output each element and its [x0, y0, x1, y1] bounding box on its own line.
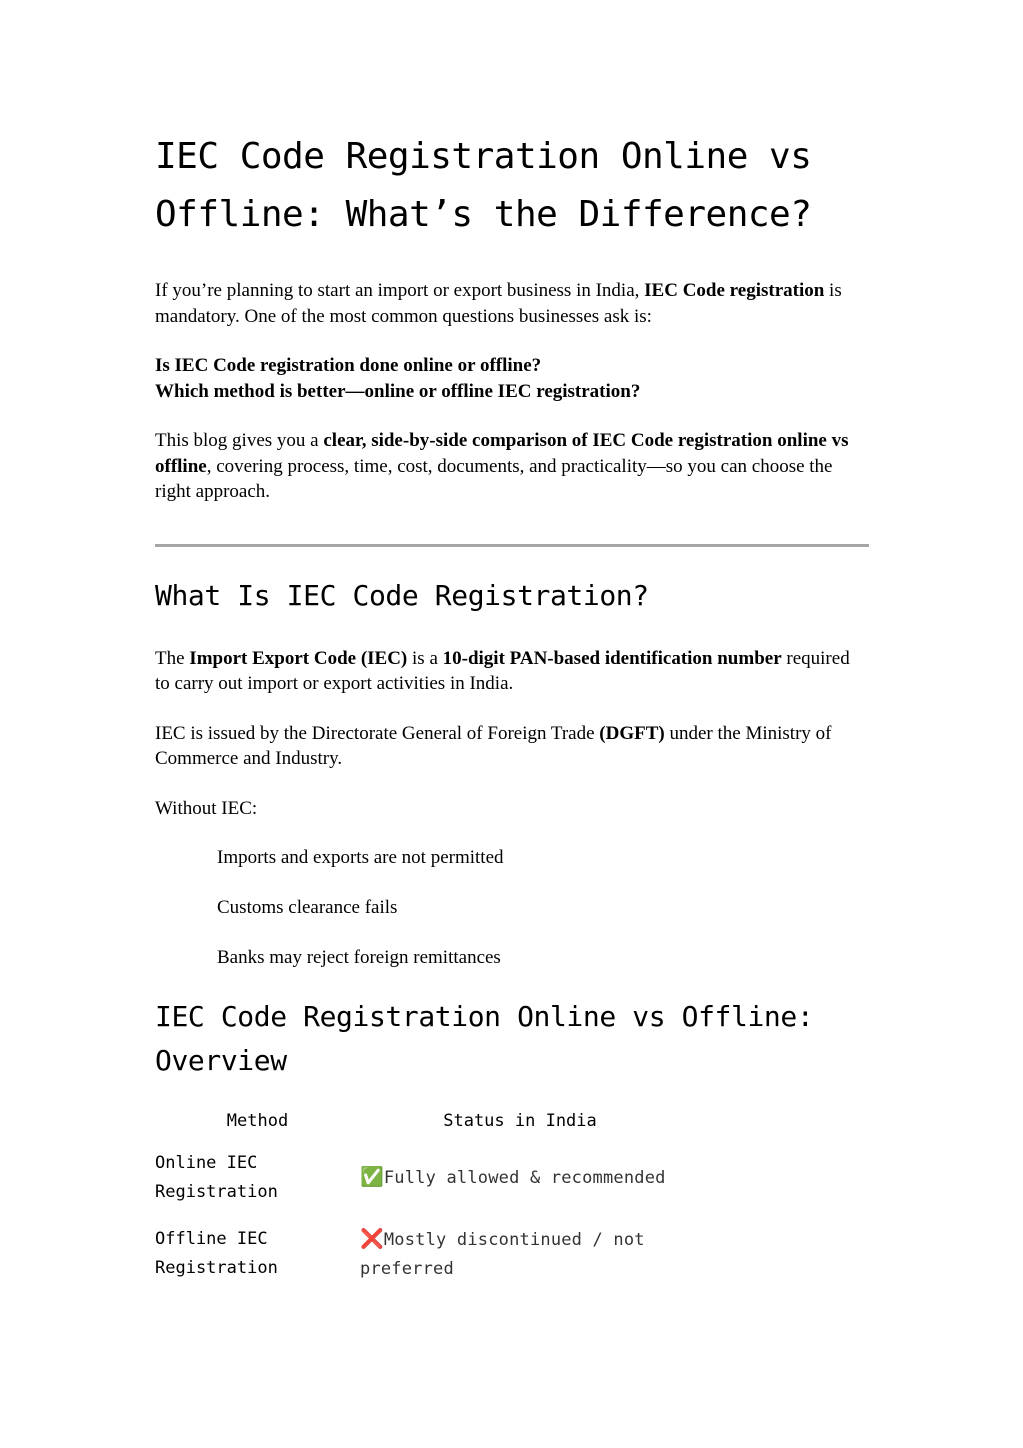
status-cell [360, 1225, 680, 1302]
issued-bold-dgft: (DGFT) [599, 722, 665, 744]
status-text: Mostly discontinued / not preferred [360, 1229, 645, 1279]
check-mark-icon: ✅ [360, 1165, 384, 1188]
overview-table [155, 1109, 680, 1302]
section-heading-what-is-iec: What Is IEC Code Registration? [155, 578, 649, 612]
iec-definition-paragraph [155, 646, 869, 697]
issued-text-2: under the Ministry of Commerce and Industry. [155, 722, 832, 769]
blog-paragraph [155, 428, 869, 505]
page-title: IEC Code Registration Online vs Offline: What’s the Difference? [155, 136, 812, 235]
status-cell [360, 1149, 680, 1225]
document-page [155, 128, 869, 1302]
blog-bold-comparison: clear, side-by-side comparison of IEC Code registration online vs offline [155, 430, 849, 477]
intro-paragraph [155, 278, 869, 329]
def-text-1: The [155, 647, 190, 669]
list-item: Customs clearance fails [217, 897, 398, 918]
table-row [155, 1225, 680, 1302]
list-item: Imports and exports are not permitted [217, 847, 504, 868]
question-2: Which method is better—online or offline IEC registration? [155, 380, 641, 402]
without-iec-label: Without IEC: [155, 797, 258, 819]
column-header-status: Status in India [443, 1110, 597, 1131]
intro-bold-iec-registration: IEC Code registration [644, 280, 825, 301]
list-item: Banks may reject foreign remittances [217, 947, 501, 968]
table-row [155, 1149, 680, 1225]
table-header-row [155, 1109, 680, 1149]
issued-text-1: IEC is issued by the Directorate General of Foreign Trade [155, 722, 600, 744]
method-cell: Online IEC Registration [155, 1152, 278, 1202]
blog-text-1: This blog gives you a [155, 430, 324, 451]
column-header-method: Method [226, 1110, 289, 1131]
intro-text-1: If you’re planning to start an import or export business in India, [155, 280, 645, 301]
cross-mark-icon: ❌ [360, 1227, 384, 1250]
iec-issued-paragraph [155, 721, 869, 772]
blog-text-2: , covering process, time, cost, documents, and practicality—so you can choose the right approach. [155, 455, 833, 502]
status-text: Fully allowed & recommended [383, 1167, 666, 1188]
section-heading-overview: IEC Code Registration Online vs Offline: Overview [155, 999, 814, 1077]
consequences-list [155, 845, 869, 971]
def-bold-iec: Import Export Code (IEC) [189, 647, 408, 669]
intro-text-2: is mandatory. One of the most common questions businesses ask is: [155, 280, 842, 327]
def-text-3: required to carry out import or export activities in India. [155, 647, 850, 694]
def-bold-10-digit: 10-digit PAN-based identification number [442, 647, 782, 669]
def-text-2: is a [407, 647, 443, 669]
section-divider [155, 544, 869, 547]
method-cell: Offline IEC Registration [155, 1229, 278, 1278]
questions-block [155, 353, 869, 404]
question-1: Is IEC Code registration done online or offline? [155, 355, 542, 376]
